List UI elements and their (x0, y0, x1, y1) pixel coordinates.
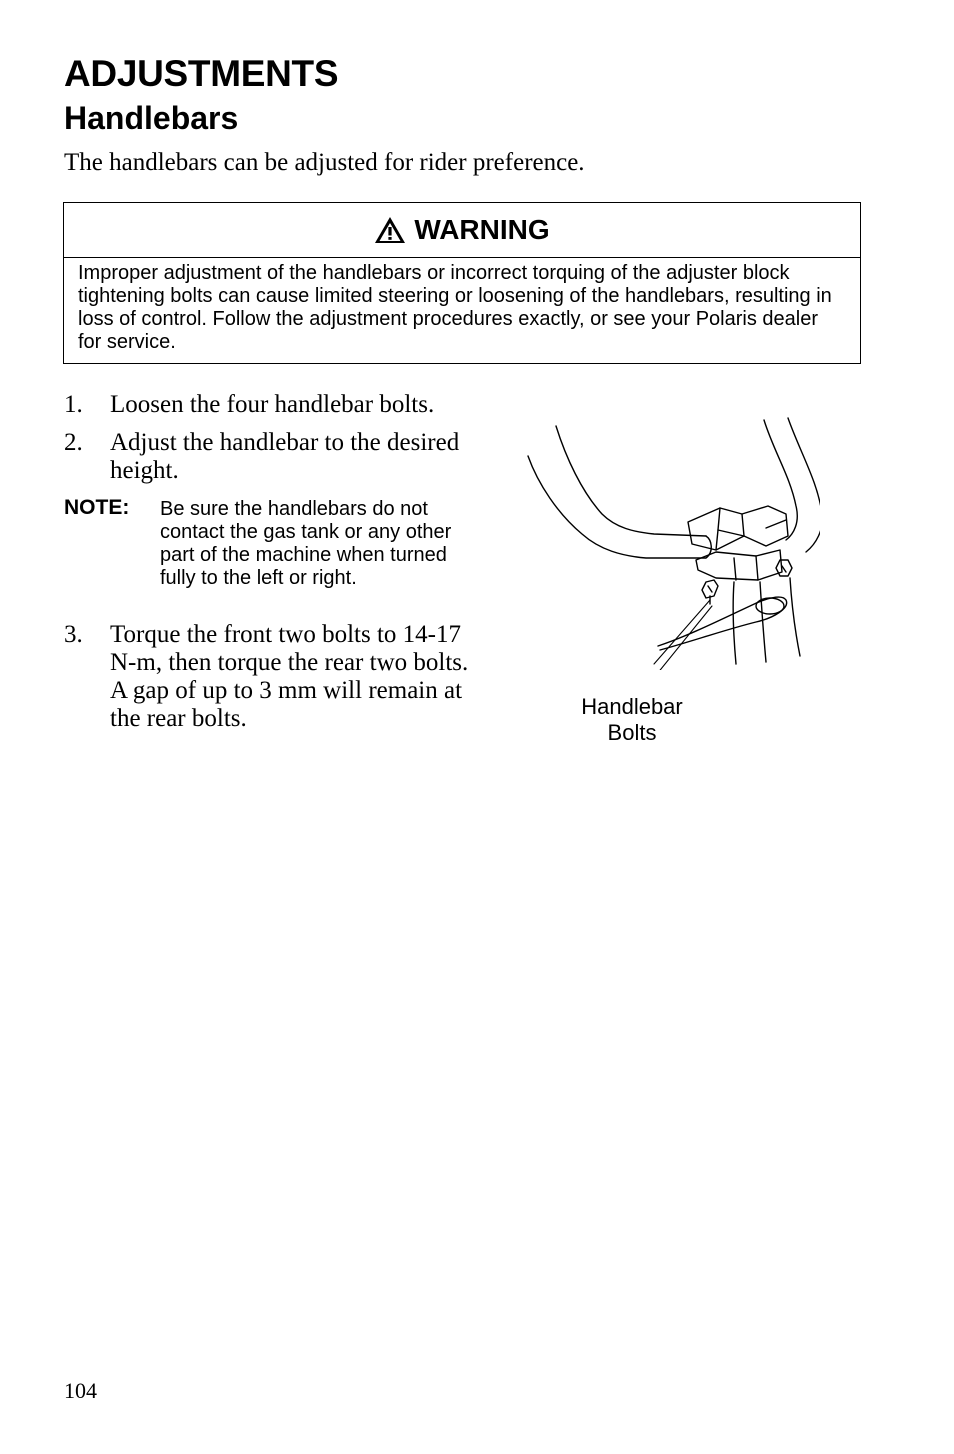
step-number: 3. (64, 621, 83, 648)
warning-header (64, 203, 860, 258)
step-3 (64, 621, 474, 733)
section-title: Handlebars (64, 100, 239, 136)
note-label: NOTE: (64, 496, 130, 519)
step-number: 1. (64, 391, 83, 418)
intro-paragraph: The handlebars can be adjusted for rider preference. (64, 149, 585, 176)
note (64, 496, 484, 590)
step-text: Loosen the four handlebar bolts. (110, 391, 435, 418)
note-text: Be sure the handlebars do not contact the gas tank or any other part of the machine when turned fully to the left or right. (160, 498, 452, 589)
warning-triangle-icon (374, 216, 406, 244)
handlebar-clamp-illustration (520, 410, 820, 670)
warning-text: Improper adjustment of the handlebars or incorrect torquing of the adjuster block tightening bolts can cause limited steering or loosening of the handlebars, resulting in loss of control. Follow the adjustment procedures exactly, or see your Polaris dealer for service. (78, 262, 832, 353)
chapter-title: ADJUSTMENTS (64, 53, 339, 94)
step-text: Adjust the handlebar to the desired height. (110, 429, 460, 484)
step-2 (64, 429, 464, 485)
step-number: 2. (64, 429, 83, 456)
callout-line-1: Handlebar (581, 694, 683, 719)
page-number: 104 (64, 1378, 97, 1403)
figure-callout (560, 694, 704, 746)
callout-line-2: Bolts (607, 720, 657, 745)
step-text: Torque the front two bolts to 14-17 N-m, then torque the rear two bolts. A gap of up to 3 mm will remain at the rear bolts. (110, 621, 469, 732)
warning-label: WARNING (414, 214, 550, 245)
warning-box (63, 202, 861, 364)
step-1 (64, 391, 484, 419)
